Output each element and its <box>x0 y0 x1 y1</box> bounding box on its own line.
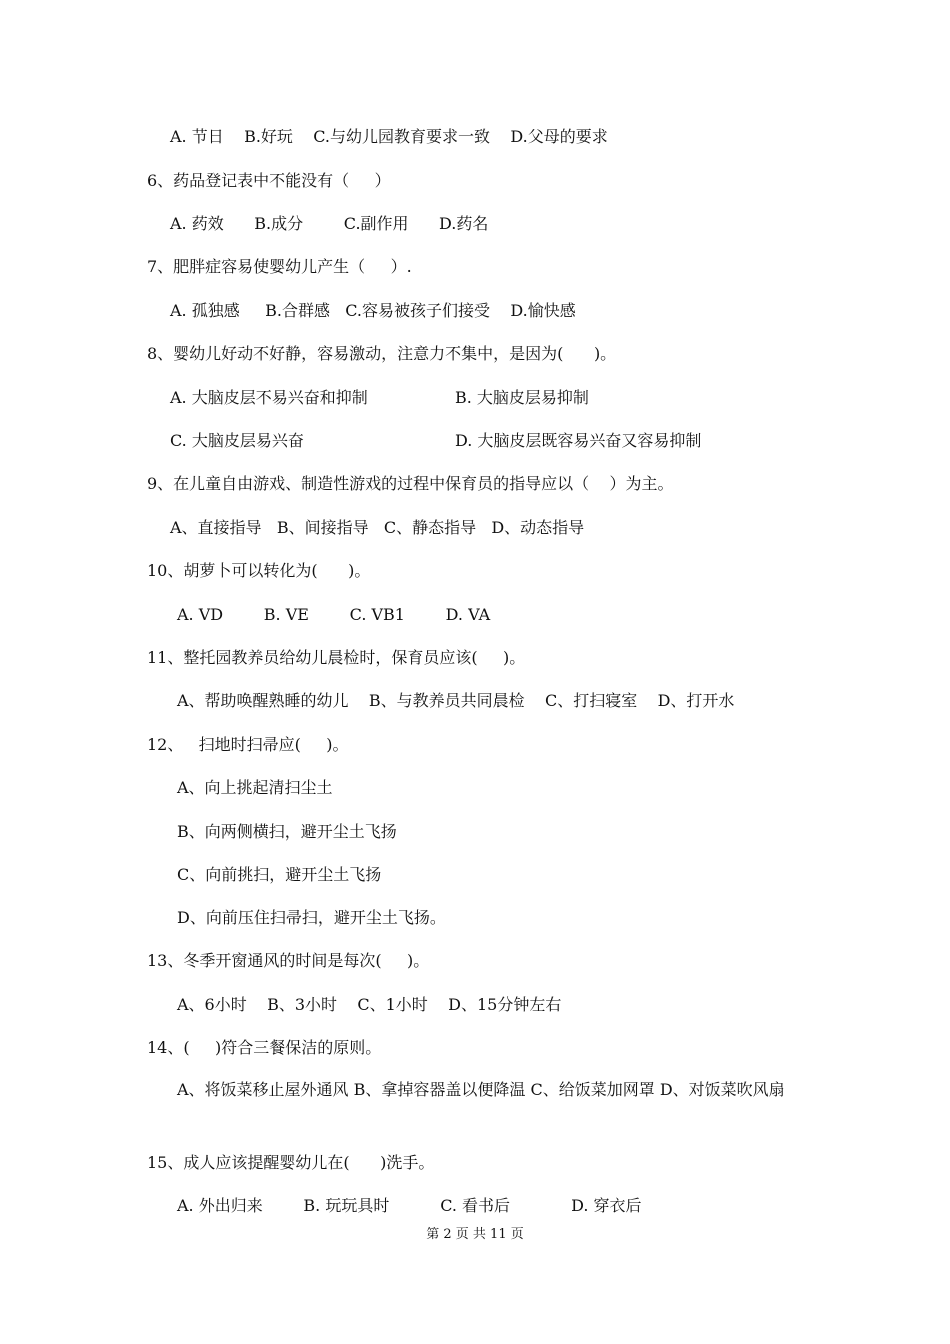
question-14: 14、( )符合三餐保洁的原则。 <box>147 1038 382 1057</box>
q11-options: A、帮助唤醒熟睡的幼儿 B、与教养员共同晨检 C、打扫寝室 D、打开水 <box>177 691 735 710</box>
q9-options: A、直接指导 B、间接指导 C、静态指导 D、动态指导 <box>170 518 585 537</box>
q6-options: A. 药效 B.成分 C.副作用 D.药名 <box>170 214 489 233</box>
q8-option-d: D. 大脑皮层既容易兴奋又容易抑制 <box>455 431 702 450</box>
q8-option-a: A. 大脑皮层不易兴奋和抑制 <box>170 388 368 407</box>
q12-option-c: C、向前挑扫，避开尘土飞扬 <box>177 865 382 884</box>
q12-option-a: A、向上挑起清扫尘土 <box>177 778 333 797</box>
q13-options: A、6小时 B、3小时 C、1小时 D、15分钟左右 <box>177 995 562 1014</box>
question-7: 7、肥胖症容易使婴幼儿产生（ ）. <box>147 257 412 276</box>
page-footer: 第 2 页 共 11 页 <box>426 1227 524 1242</box>
q7-options: A. 孤独感 B.合群感 C.容易被孩子们接受 D.愉快感 <box>170 301 576 320</box>
q12-option-d: D、向前压住扫帚扫，避开尘土飞扬。 <box>177 908 446 927</box>
question-9: 9、在儿童自由游戏、制造性游戏的过程中保育员的指导应以（ ）为主。 <box>147 474 674 493</box>
q15-options: A. 外出归来 B. 玩玩具时 C. 看书后 D. 穿衣后 <box>177 1196 642 1215</box>
q10-options: A. VD B. VE C. VB1 D. VA <box>177 605 491 624</box>
question-13: 13、冬季开窗通风的时间是每次( )。 <box>147 951 430 970</box>
q14-options: A、将饭菜移止屋外通风 B、拿掉容器盖以便降温 C、给饭菜加网罩 D、对饭菜吹风扇 <box>177 1080 785 1099</box>
question-10: 10、胡萝卜可以转化为( )。 <box>147 561 371 580</box>
question-15: 15、成人应该提醒婴幼儿在( )洗手。 <box>147 1153 435 1172</box>
question-8: 8、婴幼儿好动不好静，容易激动，注意力不集中，是因为( )。 <box>147 344 617 363</box>
question-12: 12、 扫地时扫帚应( )。 <box>147 735 349 754</box>
question-11: 11、整托园教养员给幼儿晨检时，保育员应该( )。 <box>147 648 526 667</box>
q5-options: A. 节日 B.好玩 C.与幼儿园教育要求一致 D.父母的要求 <box>170 127 608 146</box>
q8-option-c: C. 大脑皮层易兴奋 <box>170 431 304 450</box>
q8-option-b: B. 大脑皮层易抑制 <box>455 388 589 407</box>
question-6: 6、药品登记表中不能没有（ ） <box>147 171 391 190</box>
q12-option-b: B、向两侧横扫，避开尘土飞扬 <box>177 822 397 841</box>
